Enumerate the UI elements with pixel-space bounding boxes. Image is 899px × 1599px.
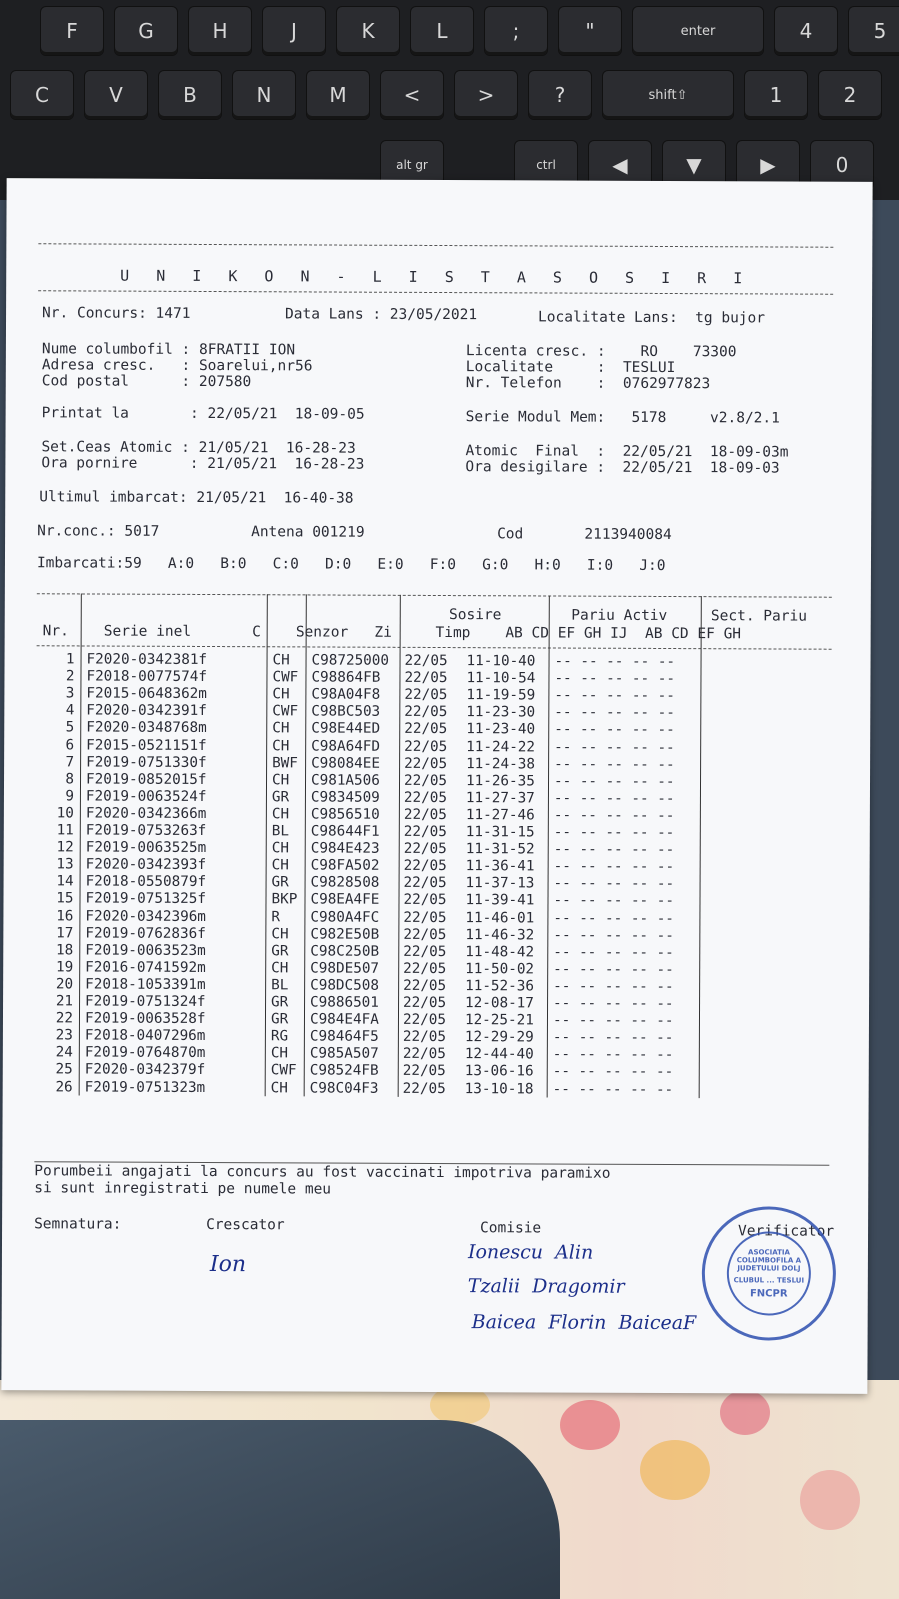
cell-senzor: C985A507 [309,1045,379,1063]
cell-serie: F2020-0342379f [84,1061,206,1079]
cell-zi: 22/05 [402,1046,446,1063]
cell-timp: 11-37-13 [465,875,535,892]
key: B [158,70,222,120]
cell-serie: F2019-0852015f [85,771,207,788]
cell-nr: 18 [56,942,74,959]
flower [720,1390,770,1435]
pariu-activ-cell: -- -- -- -- -- [553,790,675,807]
cell-serie: F2020-0342391f [86,702,207,720]
key-enter: enter [632,6,764,56]
pariu-activ-cell: -- -- -- -- -- [554,739,675,756]
cell-zi: 22/05 [402,1029,446,1046]
key: C [10,70,74,120]
key-shift: shift⇧ [602,70,734,120]
cell-nr: 13 [56,856,74,873]
cell-timp: 11-46-32 [465,926,535,944]
cell-senzor: C984E423 [310,840,380,857]
pariu-activ-cell: -- -- -- -- -- [554,721,675,739]
cell-c: CH [271,925,289,942]
cell-senzor: C98C250B [310,943,380,960]
cell-timp: 12-08-17 [465,995,534,1012]
cell-serie: F2019-0751325f [85,890,207,908]
cell-serie: F2020-0348768m [86,719,207,737]
cell-timp: 11-24-38 [466,755,536,773]
cell-senzor: C98084EE [311,755,381,772]
cell-timp: 11-48-42 [465,943,535,961]
signature-comisie-2: Tzalii Dragomir [467,1275,625,1298]
printed-sheet [1,178,872,1394]
vaccin-line-2: si sunt inregistrati pe numele meu [34,1180,332,1198]
cell-senzor: C9856510 [310,806,380,823]
cell-nr: 19 [55,959,74,976]
cell-senzor: C98725000 [311,652,390,669]
cell-senzor: C98A64FD [311,737,381,755]
cell-c: CH [271,857,289,874]
cell-zi: 22/05 [404,669,448,687]
key: ? [528,70,592,120]
cell-c: GR [271,994,289,1011]
denim [0,1420,560,1599]
key: 1 [744,70,808,120]
pariu-activ-cell: -- -- -- -- -- [554,756,675,773]
key: J [262,6,326,56]
cell-serie: F2020-0342396m [85,907,206,925]
cell-serie: F2019-0063528f [84,1010,206,1028]
title-rule-bottom [38,290,833,294]
cell-timp: 11-36-41 [465,858,535,875]
cell-c: CH [270,1045,289,1062]
localitate-lans: Localitate Lans: tg bujor [538,309,766,327]
cell-nr: 25 [55,1061,73,1078]
key: 0 [810,140,874,190]
cell-c: GR [271,942,289,960]
pariu-activ-cell: -- -- -- -- -- [553,858,675,876]
pariu-activ-cell: -- -- -- -- -- [552,1063,674,1081]
cell-c: CWF [272,703,299,720]
cell-nr: 26 [55,1078,73,1095]
cell-nr: 23 [55,1027,73,1044]
cell-senzor: C98EA4FE [310,891,380,909]
data-lans: Data Lans : 23/05/2021 [285,306,478,324]
stamp-inner [727,1231,811,1315]
comisie-label: Comisie [480,1220,542,1237]
pariu-activ-cell: -- -- -- -- -- [553,807,675,824]
cell-nr: 5 [65,719,75,736]
cell-c: CH [272,652,290,669]
cell-timp: 11-52-36 [465,978,535,995]
pariu-activ-cell: -- -- -- -- -- [553,824,675,842]
cell-timp: 11-27-37 [465,789,535,807]
cell-senzor: C98E44ED [311,720,381,738]
cell-c: RG [270,1028,289,1045]
columbofil-address: Adresa cresc. : Soarelui,nr56 [41,357,313,375]
key: > [454,70,518,120]
pariu-activ-cell: -- -- -- -- -- [553,773,675,790]
cell-nr: 11 [56,822,74,839]
cell-nr: 12 [56,839,74,856]
cell-serie: F2020-0342366m [85,805,207,822]
arrivals-table [35,651,837,1099]
cell-senzor: C98DC508 [310,977,380,994]
cell-timp: 12-25-21 [464,1012,534,1029]
cell-timp: 11-31-15 [465,824,535,841]
cell-c: BL [271,823,290,840]
key: M [306,70,370,120]
cell-zi: 22/05 [404,652,448,670]
pariu-activ-cell: -- -- -- -- -- [553,910,674,927]
cell-timp: 11-10-40 [466,653,536,670]
cell-serie: F2015-0521151f [86,736,207,754]
cell-senzor: C98864FB [311,669,381,686]
cell-nr: 7 [65,753,75,771]
pariu-activ-cell: -- -- -- -- -- [552,1029,674,1047]
cell-serie: F2019-0751330f [86,754,207,771]
key: 4 [774,6,838,56]
pariu-activ-cell: -- -- -- -- -- [552,1046,674,1064]
telefon: Nr. Telefon : 0762977823 [465,375,711,393]
cell-c: CH [270,1079,288,1096]
cell-c: CH [271,806,290,823]
key-arrow-down: ▼ [662,140,726,190]
signature-crescator: Ion [209,1252,247,1278]
crescator-label: Crescator [206,1216,285,1234]
cell-zi: 22/05 [404,721,448,738]
cell-c: CH [272,737,290,754]
key-altgr: alt gr [380,140,444,190]
cell-timp: 11-46-01 [465,909,535,926]
cell-serie: F2019-0063523m [85,942,206,959]
key: L [410,6,474,56]
keyboard-row-1 [0,6,899,58]
laptop-keyboard [0,0,899,200]
cell-senzor: C984E4FA [309,1011,379,1028]
licenta: Licenta cresc. : RO 73300 [465,343,737,361]
cell-senzor: C98464F5 [309,1028,379,1045]
cell-c: GR [271,874,289,891]
postal-code: Cod postal : 207580 [41,373,252,391]
cell-serie: F2018-0407296m [84,1027,206,1045]
key-arrow-right: ▶ [736,140,800,190]
cell-timp: 11-10-54 [466,670,536,687]
cell-zi: 22/05 [403,892,447,909]
page-title: U N I K O N - L I S T A S O S I R I [120,266,752,288]
cell-zi: 22/05 [403,840,447,858]
key: F [40,6,104,56]
cell-serie: F2019-0753263f [85,822,207,839]
serie-modul: Serie Modul Mem: 5178 v2.8/2.1 [465,409,780,427]
cell-timp: 13-06-16 [464,1063,534,1080]
cell-zi: 22/05 [403,994,447,1012]
ora-desigilare: Ora desigilare : 22/05/21 18-09-03 [465,459,780,477]
title-box [38,243,833,294]
nr-conc: Nr.conc.: 5017 [37,523,160,540]
cell-c: R [271,908,281,925]
cell-zi: 22/05 [402,1063,446,1080]
cell-nr: 1 [65,651,75,668]
cell-nr: 16 [56,907,74,924]
key: 2 [818,70,882,120]
cell-zi: 22/05 [404,687,448,704]
cell-serie: F2019-0063525m [85,839,207,857]
cell-senzor: C98524FB [309,1062,379,1080]
cell-serie: F2015-0648362m [86,685,207,703]
pariu-activ-cell: -- -- -- -- -- [554,687,675,705]
cell-senzor: C9886501 [310,994,379,1011]
stamp-ring-text: ASOCIATIA COLUMBOFILA A JUDETULUI DOLJ [736,1247,802,1273]
cell-c: CH [271,840,289,857]
cell-serie: F2016-0741592m [85,959,206,976]
cell-serie: F2018-0550879f [85,873,207,891]
cell-senzor: C980A4FC [310,908,380,926]
localitate: Localitate : TESLUI [465,359,676,377]
cell-zi: 22/05 [403,823,447,841]
pariu-activ-cell: -- -- -- -- -- [553,841,675,859]
cell-zi: 22/05 [403,789,448,806]
verificator-label: Verificator [738,1223,835,1240]
printat-la: Printat la : 22/05/21 18-09-05 [41,405,365,423]
cell-c: CH [272,686,290,703]
key: N [232,70,296,120]
cell-timp: 11-39-41 [465,892,535,909]
cell-nr: 10 [56,805,74,822]
signature-comisie-3: Baicea Florin BaiceaF [471,1311,697,1335]
nr-concurs: Nr. Concurs: 1471 [42,305,191,322]
table-rule-header [37,645,832,649]
cell-timp: 11-19-59 [466,687,536,704]
pariu-activ-cell: -- -- -- -- -- [553,927,674,944]
key-arrow-left: ◀ [588,140,652,190]
cell-c: BKP [271,891,298,908]
cell-zi: 22/05 [404,755,448,772]
cell-serie: F2019-0764870m [84,1044,206,1062]
cell-nr: 4 [65,702,75,719]
cell-senzor: C982E50B [310,926,380,943]
cell-senzor: C98644F1 [310,823,380,840]
title-rule-top [38,243,833,247]
set-ceas: Set.Ceas Atomic : 21/05/21 16-28-23 [41,439,356,457]
cell-timp: 11-23-40 [466,721,536,738]
cell-nr: 2 [65,668,75,685]
table-rule-top [37,593,832,597]
document-body [34,233,838,1335]
cell-nr: 21 [55,993,74,1010]
cell-c: CH [271,960,289,977]
cell-zi: 22/05 [403,806,447,823]
cell-timp: 11-24-22 [466,738,536,755]
cell-senzor: C98C04F3 [309,1079,379,1097]
cell-zi: 22/05 [403,960,447,977]
cell-timp: 11-31-52 [465,841,535,858]
cell-c: CH [271,771,290,789]
cell-c: GR [271,789,290,806]
key: 5 [848,6,899,56]
table-header-bottom: Nr. Serie inel C Senzor Zi Timp AB CD EF GH IJ AB CD EF GH [42,623,742,643]
pariu-activ-cell: -- -- -- -- -- [554,670,676,688]
cell-c: BWF [272,754,298,771]
cell-timp: 12-44-40 [464,1046,534,1063]
imbarcati-line: Imbarcati:59 A:0 B:0 C:0 D:0 E:0 F:0 G:0 H:0 I:0 J:0 [36,555,666,574]
cell-nr: 17 [56,924,74,942]
cell-c: CH [272,720,290,737]
pariu-activ-cell: -- -- -- -- -- [553,944,674,961]
pariu-activ-cell: -- -- -- -- -- [552,1081,674,1098]
cell-zi: 22/05 [402,1011,447,1029]
key: ; [484,6,548,56]
cell-c: CWF [270,1062,297,1079]
cell-timp: 11-27-46 [465,807,535,824]
key: K [336,6,400,56]
cell-zi: 22/05 [403,772,448,789]
key: " [558,6,622,56]
cell-nr: 14 [56,873,74,890]
keyboard-row-2 [0,70,882,122]
flower [560,1400,620,1450]
cell-serie: F2019-0751323m [84,1078,206,1096]
key: V [84,70,148,120]
cell-senzor: C98BC503 [311,703,381,721]
cell-serie: F2020-0342393f [85,856,207,874]
cell-serie: F2019-0762836f [85,925,206,942]
stamp-bottom-text: FNCPR [749,1287,788,1300]
cell-zi: 22/05 [403,858,447,875]
pariu-activ-cell: -- -- -- -- -- [553,875,675,893]
cell-timp: 11-23-30 [466,704,536,721]
cell-senzor: C9828508 [310,874,380,892]
cell-zi: 22/05 [403,926,447,943]
cell-nr: 24 [55,1044,73,1061]
cell-c: CWF [272,669,299,686]
cell-senzor: C98A04F8 [311,686,381,703]
cell-nr: 22 [55,1010,74,1027]
cell-nr: 15 [56,890,74,907]
cell-nr: 20 [55,976,74,993]
pariu-activ-cell: -- -- -- -- -- [554,653,676,671]
cell-senzor: C981A506 [310,772,380,789]
key: G [114,6,178,56]
cell-senzor: C98DE507 [310,960,380,977]
cell-nr: 3 [65,685,75,702]
ora-pornire: Ora pornire : 21/05/21 16-28-23 [41,455,365,473]
cell-nr: 8 [65,771,75,788]
cell-timp: 13-10-18 [464,1080,534,1097]
semnatura-label: Semnatura: [34,1216,122,1233]
cell-serie: F2018-0077574f [86,668,208,686]
cell-serie: F2019-0063524f [85,788,207,805]
cell-nr: 6 [65,736,75,753]
club-stamp [702,1206,837,1341]
stamp-inner-text: CLUBUL ... TESLUI [733,1275,805,1285]
cell-timp: 11-50-02 [465,960,535,978]
cell-serie: F2018-1053391m [85,976,206,993]
pariu-activ-cell: -- -- -- -- -- [552,1012,674,1030]
signature-comisie-1: Ionescu Alin [467,1241,594,1264]
cell-zi: 22/05 [404,738,448,755]
flower [800,1470,860,1530]
flower [640,1440,710,1500]
antena: Antena 001219 [251,524,365,541]
cell-c: GR [270,1011,289,1028]
columbofil-name: Nume columbofil : 8FRATII ION [41,341,296,359]
atomic-final: Atomic Final : 22/05/21 18-09-03m [465,443,789,461]
cell-zi: 22/05 [403,943,447,960]
pariu-activ-cell: -- -- -- -- -- [553,995,674,1013]
pariu-activ-cell: -- -- -- -- -- [553,961,674,978]
pariu-activ-cell: -- -- -- -- -- [553,978,674,995]
cell-timp: 11-26-35 [465,772,535,790]
cell-zi: 22/05 [404,704,448,721]
cell-c: BL [271,977,289,994]
pariu-activ-cell: -- -- -- -- -- [553,892,675,910]
key-ctrl: ctrl [514,140,578,190]
cell-zi: 22/05 [402,1080,446,1097]
ultimul-imbarcat: Ultimul imbarcat: 21/05/21 16-40-38 [39,489,354,507]
cell-zi: 22/05 [403,977,447,994]
cell-serie: F2020-0342381f [86,651,208,668]
cell-timp: 12-29-29 [464,1029,534,1046]
key: H [188,6,252,56]
cell-serie: F2019-0751324f [85,993,206,1010]
cell-nr: 9 [65,788,74,805]
pariu-activ-cell: -- -- -- -- -- [554,704,675,722]
cell-zi: 22/05 [403,875,447,892]
vaccin-line-1: Porumbeii angajati la concurs au fost vaccinati impotriva paramixo [34,1163,611,1182]
cell-senzor: C9834509 [310,789,380,806]
key: < [380,70,444,120]
cod: Cod 2113940084 [497,526,672,544]
table-header-top: Sosire Pariu Activ Sect. Pariu [38,605,807,625]
cell-senzor: C98FA502 [310,857,380,874]
cell-zi: 22/05 [403,909,447,926]
